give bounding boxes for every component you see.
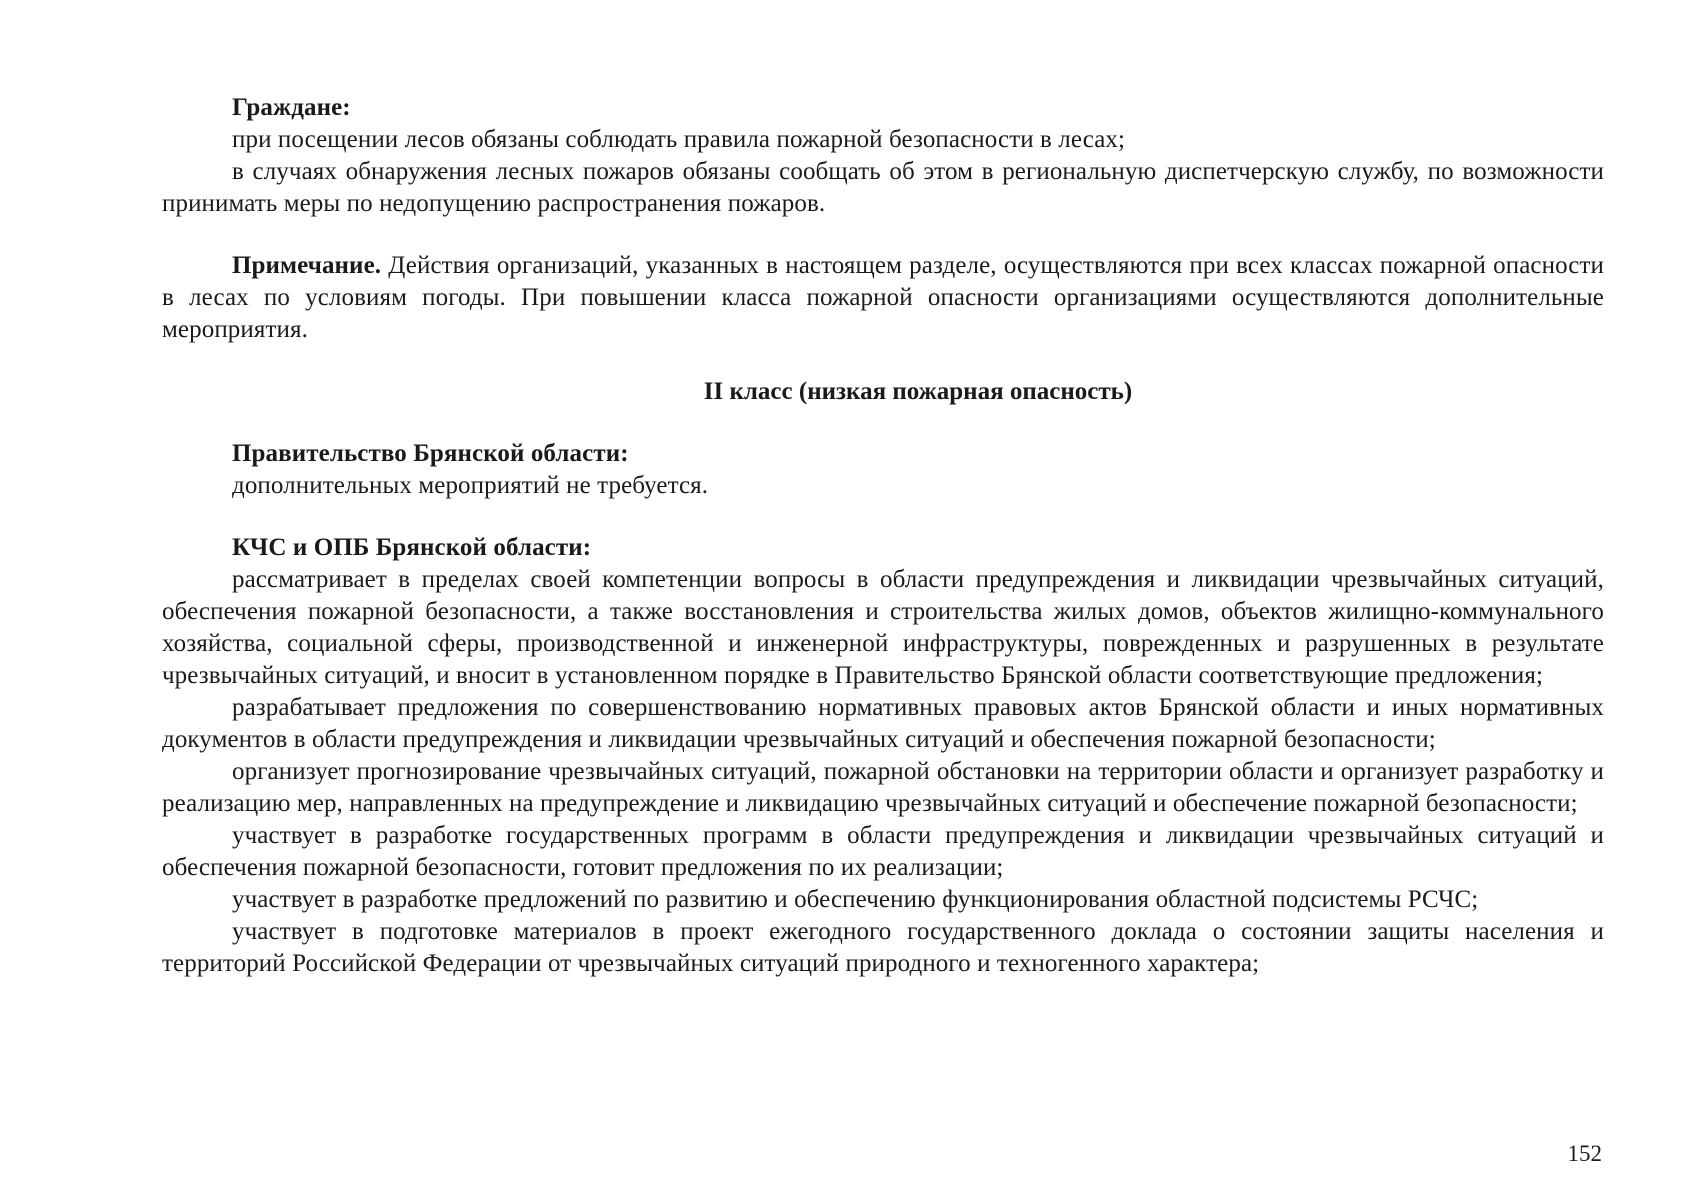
page-number: 152 xyxy=(1567,1141,1602,1166)
kchs-item: участвует в разработке государственных программ в области предупреждения и ликвидации чрезвычайных ситуаций и обеспечения пожарной безопасности, готовит предложения по их реализации; xyxy=(162,822,1604,881)
note-section xyxy=(162,250,1604,346)
government-section xyxy=(162,438,1604,502)
government-item: дополнительных мероприятий не требуется. xyxy=(232,472,709,499)
kchs-item: организует прогнозирование чрезвычайных ситуаций, пожарной обстановки на территории области и организует разработку и реализацию мер, направленных на предупреждение и ликвидацию чрезвычайных ситуаций и обеспечение пожарной безопасности; xyxy=(162,758,1604,817)
citizens-section xyxy=(162,92,1604,220)
note-text: Действия организаций, указанных в настоящем разделе, осуществляются при всех классах пожарной опасности в лесах по условиям погоды. При повышении класса пожарной опасности организациями осуществляются дополнительные мероприятия. xyxy=(162,252,1604,343)
kchs-item: участвует в разработке предложений по развитию и обеспечению функционирования областной подсистемы РСЧС; xyxy=(232,886,1479,913)
spacer xyxy=(162,220,1604,250)
note-paragraph xyxy=(162,250,1604,346)
kchs-item: участвует в подготовке материалов в проект ежегодного государственного доклада о состоянии защиты населения и территорий Российской Федерации от чрезвычайных ситуаций природного и техногенного характера; xyxy=(162,918,1604,977)
government-heading: Правительство Брянской области: xyxy=(232,440,629,467)
kchs-section xyxy=(162,532,1604,980)
kchs-item: разрабатывает предложения по совершенствованию нормативных правовых актов Брянской области и иных нормативных документов в области предупреждения и ликвидации чрезвычайных ситуаций и обеспечения пожарной безопасности; xyxy=(162,694,1604,753)
citizens-item: в случаях обнаружения лесных пожаров обязаны сообщать об этом в региональную диспетчерскую службу, по возможности принимать меры по недопущению распространения пожаров. xyxy=(162,158,1604,217)
spacer xyxy=(162,502,1604,532)
note-label: Примечание. xyxy=(232,252,382,279)
citizens-heading: Граждане: xyxy=(232,94,351,121)
section-title: II класс (низкая пожарная опасность) xyxy=(703,378,1133,405)
spacer xyxy=(162,408,1604,438)
spacer xyxy=(162,346,1604,376)
citizens-item: при посещении лесов обязаны соблюдать правила пожарной безопасности в лесах; xyxy=(232,126,1126,153)
kchs-heading: КЧС и ОПБ Брянской области: xyxy=(232,534,592,561)
kchs-item: рассматривает в пределах своей компетенции вопросы в области предупреждения и ликвидации чрезвычайных ситуаций, обеспечения пожарной безопасности, а также восстановления и строительства жилых домов, объектов жилищно-коммунального хозяйства, социальной сферы, производственной и инженерной инфраструктуры, поврежденных и разрушенных в результате чрезвычайных ситуаций, и вносит в установленном порядке в Правительство Брянской области соответствующие предложения; xyxy=(162,566,1604,689)
